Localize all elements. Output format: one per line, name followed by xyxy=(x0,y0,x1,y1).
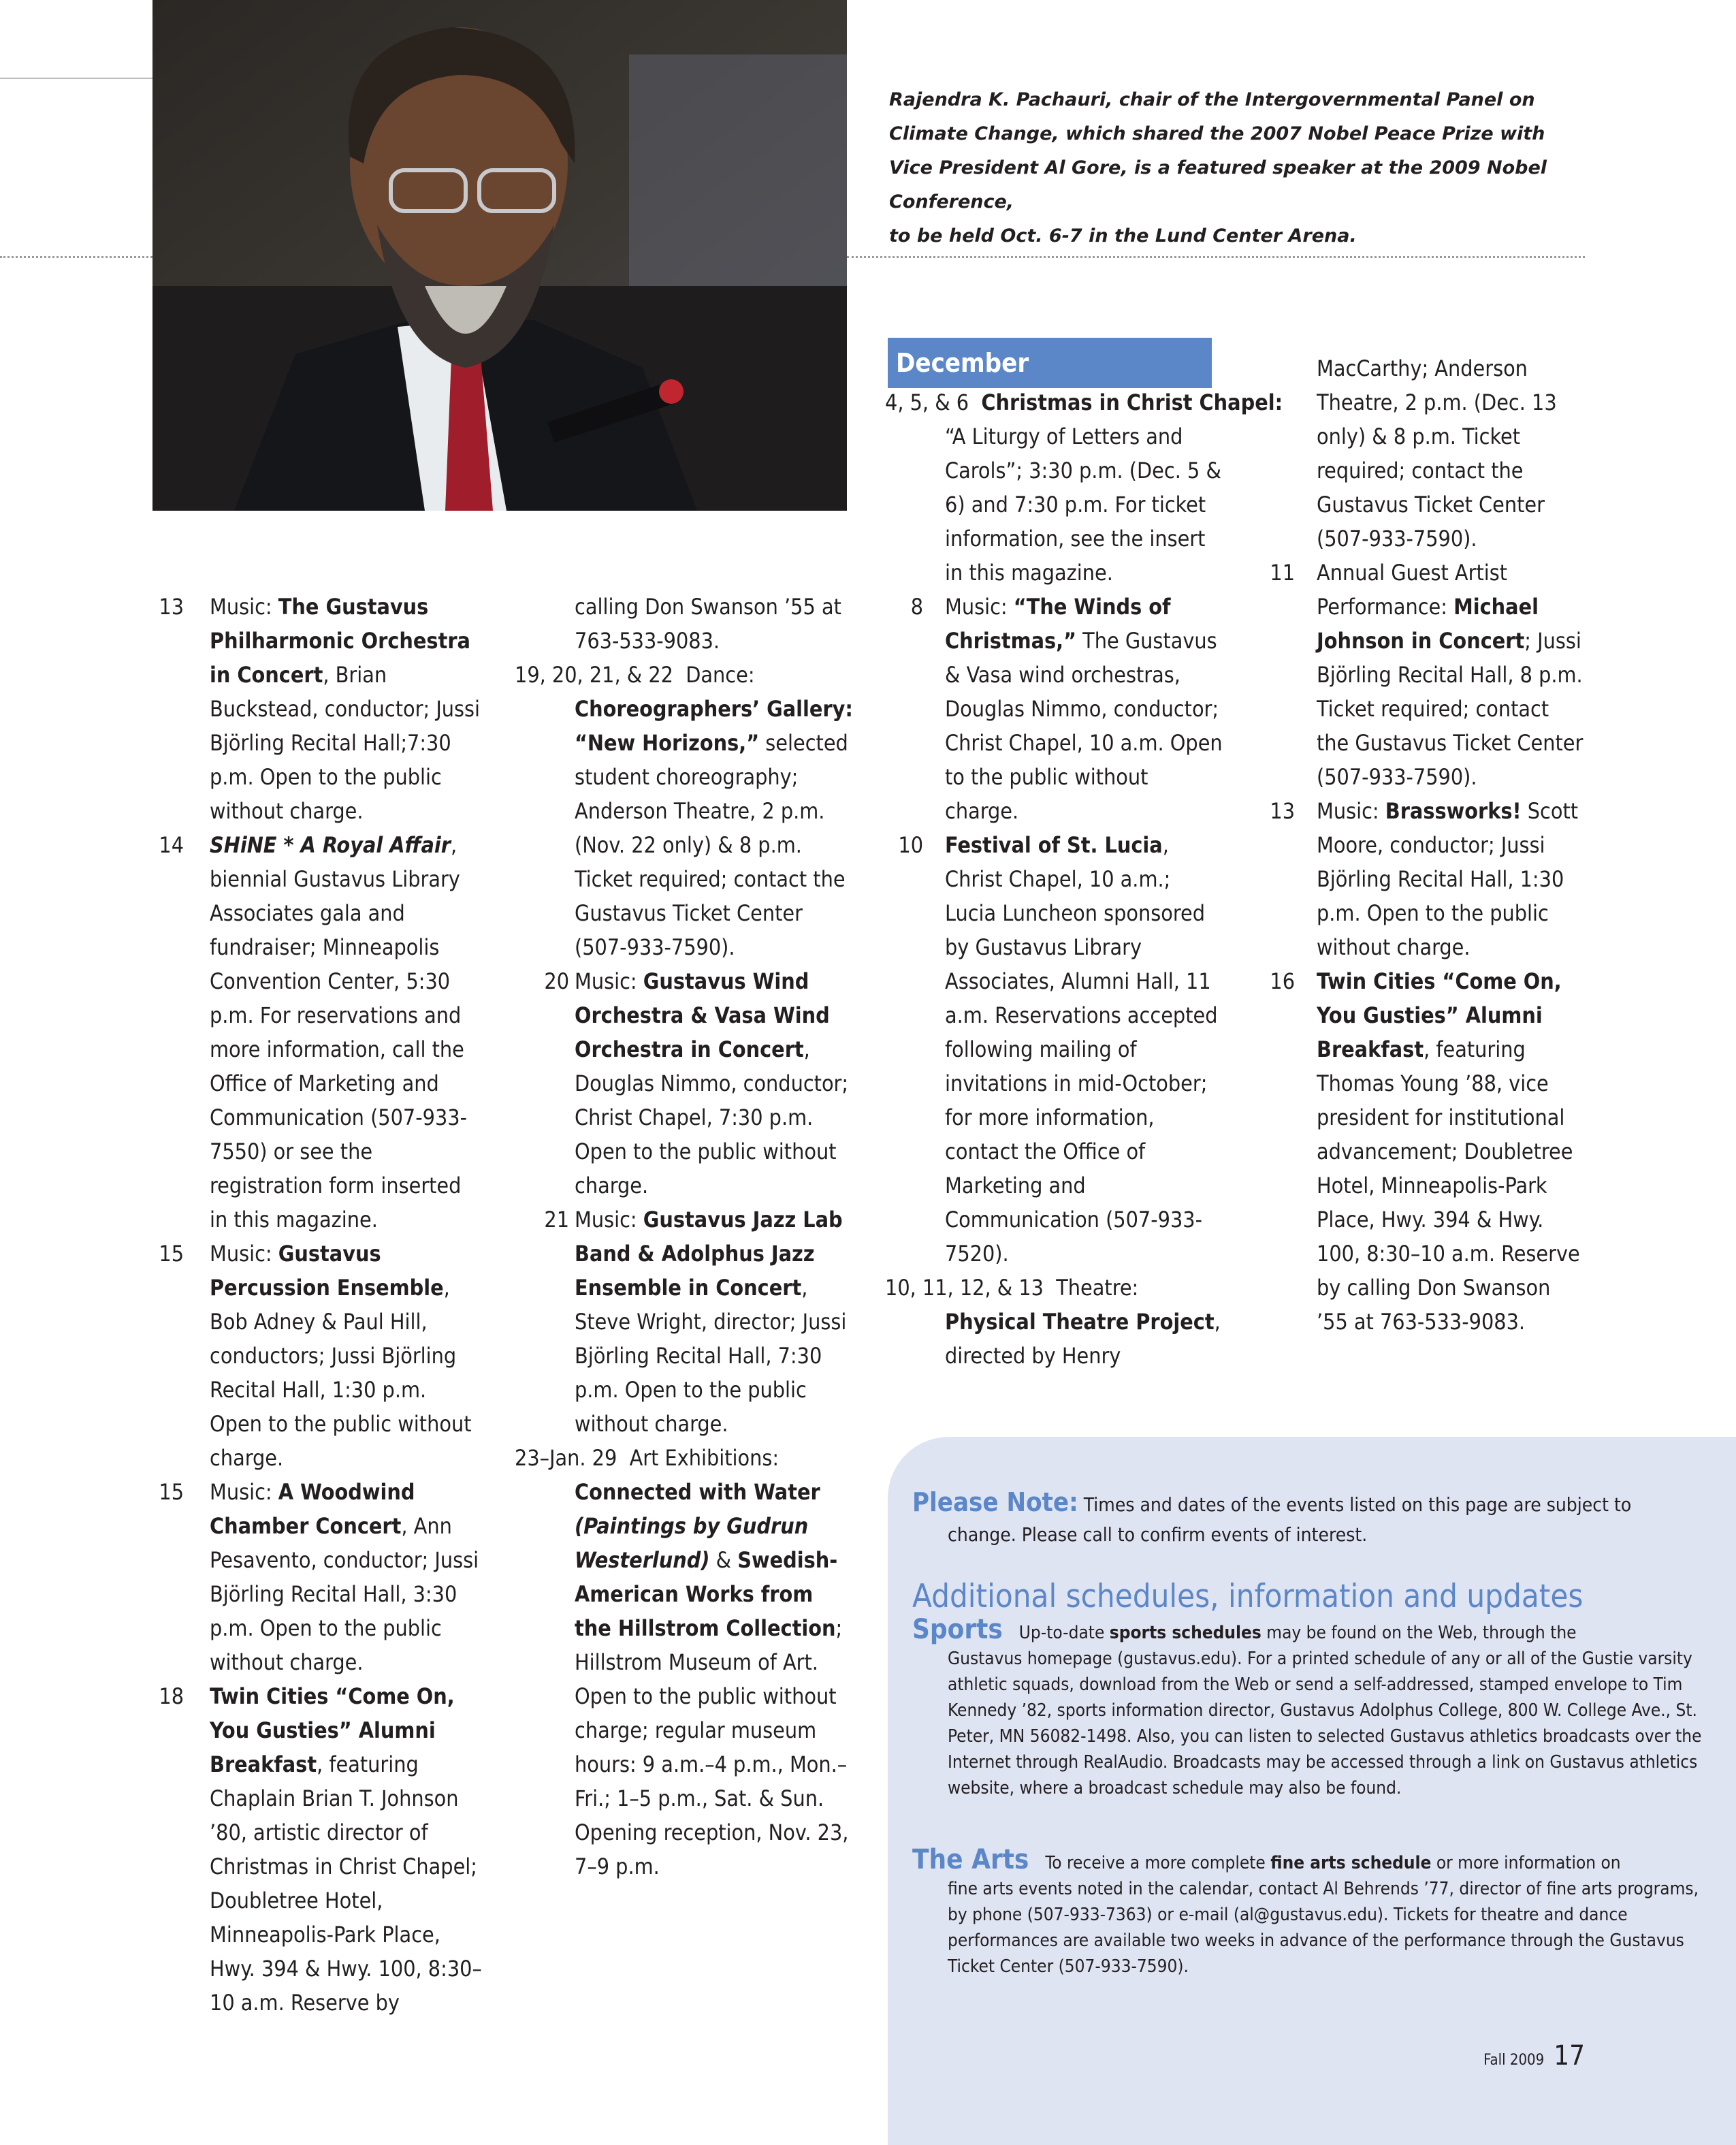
entry-date: 13 xyxy=(159,594,184,620)
calendar-column-1 xyxy=(157,590,483,2020)
entry-date: 19, 20, 21, & 22 xyxy=(515,662,673,688)
entry-date-line xyxy=(885,1271,1225,1305)
arts-line1-rest: or more information on xyxy=(1431,1853,1621,1873)
calendar-column-4 xyxy=(1257,351,1584,1339)
entry-text xyxy=(515,1203,855,1441)
entry-text xyxy=(157,1475,483,1679)
entry-text xyxy=(157,1237,483,1475)
entry-prefix: Music: xyxy=(575,968,643,994)
calendar-entry xyxy=(515,964,855,1203)
entry-title: Swedish-American Works from the Hillstrom Collection xyxy=(575,1547,838,1641)
sports-intro: Up-to-date xyxy=(1018,1623,1110,1643)
entry-category: Theatre: xyxy=(1056,1275,1139,1301)
entry-text xyxy=(515,692,855,964)
entry-date: 23–Jan. 29 xyxy=(515,1445,617,1471)
entry-title: Gustavus Percussion Ensemble xyxy=(210,1241,444,1301)
entry-details: , Ann Pesavento, conductor; Jussi Björling Recital Hall, 3:30 p.m. Open to the public without charge. xyxy=(210,1513,479,1675)
calendar-entry xyxy=(157,1679,483,2020)
entry-title: Gustavus Wind Orchestra & Vasa Wind Orchestra in Concert xyxy=(575,968,830,1062)
page-footer xyxy=(1483,2040,1585,2071)
entry-category: Dance: xyxy=(686,662,755,688)
entry-details: , biennial Gustavus Library Associates gala and fundraiser; Minneapolis Convention Center, 5:30 p.m. For reservations and more information, call the Office of Marketing and Communication (507-933-7550) or see the registration form inserted in this magazine. xyxy=(210,832,467,1233)
sports-text: Gustavus homepage (gustavus.edu). For a printed schedule of any or all of the Gustie varsity athletic squads, download from the Web or send a self-addressed, stamped envelope to Tim Kennedy ’82, sports information director, Gustavus Adolphus College, 800 W. College Ave., St. Peter, MN 56082-1498. Also, you can listen to selected Gustavus athletics broadcasts over the Internet through RealAudio. Broadcasts may be accessed through a link on Gustavus athletics website, where a broadcast schedule may also be found. xyxy=(948,1649,1702,1798)
entry-details: , Steve Wright, director; Jussi Björling Recital Hall, 7:30 p.m. Open to the public without charge. xyxy=(575,1275,847,1437)
dotted-rule-left xyxy=(0,256,152,258)
calendar-entry xyxy=(157,1475,483,1679)
entry-date: 8 xyxy=(910,594,923,620)
entry-conjunction: & xyxy=(709,1547,738,1573)
entry-date: 15 xyxy=(159,1479,184,1505)
entry-title: SHiNE * A Royal Affair xyxy=(210,832,451,858)
calendar-entry xyxy=(1257,964,1584,1339)
month-heading-december: December xyxy=(888,338,1212,388)
entry-text xyxy=(885,590,1225,828)
please-note-label: Please Note: xyxy=(912,1487,1078,1517)
calendar-entry xyxy=(515,1441,855,1884)
entry-details: , Douglas Nimmo, conductor; Christ Chapel, 7:30 p.m. Open to the public without charge. xyxy=(575,1036,849,1198)
fine-arts-schedule-bold: fine arts schedule xyxy=(1270,1853,1432,1873)
entry-date: 13 xyxy=(1270,798,1295,824)
calendar-entry xyxy=(1257,556,1584,794)
entry-prefix: Music: xyxy=(210,1241,278,1267)
entry-details: , directed by Henry xyxy=(945,1309,1221,1369)
entry-text xyxy=(157,590,483,828)
caption-line: to be held Oct. 6-7 in the Lund Center Arena. xyxy=(889,225,1357,247)
calendar-entry xyxy=(885,828,1225,1271)
entry-prefix: Annual Guest Artist Performance: xyxy=(1317,560,1507,620)
entry-date: 10 xyxy=(898,832,923,858)
calendar-entry xyxy=(885,1271,1225,1373)
entry-details: , Brian Buckstead, conductor; Jussi Björling Recital Hall;7:30 p.m. Open to the public without charge. xyxy=(210,662,481,824)
entry-category: Art Exhibitions: xyxy=(629,1445,779,1471)
calendar-entry xyxy=(157,828,483,1237)
arts-section xyxy=(912,1844,1702,1980)
entry-details: ; Hillstrom Museum of Art. Open to the public without charge; regular museum hours: 9 a.m.–4 p.m., Mon.–Fri.; 1–5 p.m., Sat. & Sun. Opening reception, Nov. 23, 7–9 p.m. xyxy=(575,1615,849,1879)
entry-date: 18 xyxy=(159,1683,184,1709)
entry-title: A Woodwind Chamber Concert xyxy=(210,1479,415,1539)
entry-continuation: MacCarthy; Anderson Theatre, 2 p.m. (Dec. 13 only) & 8 p.m. Ticket required; contact the Gustavus Ticket Center (507-933-7590). xyxy=(1317,355,1557,552)
entry-details: , featuring Chaplain Brian T. Johnson ’80, artistic director of Christmas in Christ Chapel; Doubletree Hotel, Minneapolis-Park Place, Hwy. 394 & Hwy. 100, 8:30–10 a.m. Reserve by xyxy=(210,1751,482,2016)
sports-section xyxy=(912,1614,1702,1801)
entry-text xyxy=(885,828,1225,1271)
entry-prefix: Music: xyxy=(210,1479,278,1505)
entry-text xyxy=(157,1679,483,2020)
calendar-entry xyxy=(515,1203,855,1441)
arts-label: The Arts xyxy=(912,1844,1029,1875)
entry-title: Gustavus Jazz Lab Band & Adolphus Jazz Ensemble in Concert xyxy=(575,1207,843,1301)
entry-text xyxy=(515,1475,855,1884)
entry-text xyxy=(157,828,483,1237)
entry-details: , Bob Adney & Paul Hill, conductors; Jussi Björling Recital Hall, 1:30 p.m. Open to the public without charge. xyxy=(210,1275,472,1471)
entry-title-italic: (Paintings by Gudrun Westerlund) xyxy=(575,1513,809,1573)
calendar-entry xyxy=(157,590,483,828)
entry-title: Choreographers’ Gallery: “New Horizons,” xyxy=(575,696,853,756)
entry-details: selected student choreography; Anderson Theatre, 2 p.m. (Nov. 22 only) & 8 p.m. Ticket required; contact the Gustavus Ticket Center (507-933-7590). xyxy=(575,730,848,960)
entry-prefix: Music: xyxy=(575,1207,643,1233)
caption-line: Rajendra K. Pachauri, chair of the Intergovernmental Panel on xyxy=(889,89,1535,110)
entry-continuation: calling Don Swanson ’55 at 763-533-9083. xyxy=(575,594,841,654)
top-rule xyxy=(0,78,152,79)
entry-text xyxy=(515,964,855,1203)
entry-title: Christmas in Christ Chapel: xyxy=(981,390,1283,415)
calendar-entry xyxy=(515,658,855,964)
sports-line1-rest: may be found on the Web, through the xyxy=(1261,1623,1577,1643)
entry-prefix: Music: xyxy=(210,594,278,620)
entry-details: , Christ Chapel, 10 a.m.; Lucia Luncheon sponsored by Gustavus Library Associates, Alumni Hall, 11 a.m. Reservations accepted following mailing of invitations in mid-October; for more information, contact the Office of Marketing and Communication (507-933-7520). xyxy=(945,832,1218,1267)
caption-line: Vice President Al Gore, is a featured speaker at the 2009 Nobel Conference, xyxy=(889,157,1547,212)
entry-date: 15 xyxy=(159,1241,184,1267)
entry-details: “A Liturgy of Letters and Carols”; 3:30 p.m. (Dec. 5 & 6) and 7:30 p.m. For ticket information, see the insert in this magazine. xyxy=(945,424,1221,586)
entry-title: Twin Cities “Come On, You Gusties” Alumni Breakfast xyxy=(210,1683,455,1777)
arts-intro: To receive a more complete xyxy=(1045,1853,1271,1873)
entry-date: 21 xyxy=(544,1207,569,1233)
please-note-text: Times and dates of the events listed on this page are subject to xyxy=(1078,1493,1632,1516)
entry-title: Michael Johnson in Concert xyxy=(1317,594,1539,654)
please-note-text-continued: change. Please call to confirm events of interest. xyxy=(948,1523,1368,1546)
entry-text xyxy=(1257,794,1584,964)
entry-date-line xyxy=(515,1441,855,1475)
speaker-photo xyxy=(152,0,847,511)
entry-date: 14 xyxy=(159,832,184,858)
calendar-entry xyxy=(1257,794,1584,964)
entry-title: Brassworks! xyxy=(1385,798,1522,824)
entry-date: 20 xyxy=(544,968,569,994)
entry-date-line xyxy=(515,658,855,692)
entry-title: Connected with Water xyxy=(575,1479,820,1505)
entry-title: Twin Cities “Come On, You Gusties” Alumni Breakfast xyxy=(1317,968,1562,1062)
entry-text xyxy=(885,1305,1225,1373)
entry-title: Festival of St. Lucia xyxy=(945,832,1163,858)
issue-label: Fall 2009 xyxy=(1483,2052,1545,2069)
entry-date: 16 xyxy=(1270,968,1295,994)
calendar-entry xyxy=(157,1237,483,1475)
entry-details: ; Jussi Björling Recital Hall, 8 p.m. Ticket required; contact the Gustavus Ticket Center (507-933-7590). xyxy=(1317,628,1584,790)
entry-text xyxy=(885,419,1225,590)
entry-text xyxy=(1257,964,1584,1339)
additional-schedules-heading: Additional schedules, information and updates xyxy=(912,1578,1584,1615)
entry-date: 10, 11, 12, & 13 xyxy=(885,1275,1044,1301)
entry-title: The Gustavus Philharmonic Orchestra in Concert xyxy=(210,594,470,688)
entry-text xyxy=(1257,556,1584,794)
photo-caption xyxy=(889,83,1584,253)
entry-date: 11 xyxy=(1270,560,1295,586)
calendar-column-2 xyxy=(515,590,855,1884)
entry-details: Scott Moore, conductor; Jussi Björling Recital Hall, 1:30 p.m. Open to the public without charge. xyxy=(1317,798,1579,960)
dotted-rule-right xyxy=(847,256,1585,258)
entry-title: “The Winds of Christmas,” xyxy=(945,594,1171,654)
calendar-entry xyxy=(1257,351,1584,556)
entry-date: 4, 5, & 6 xyxy=(885,390,969,415)
entry-title: Physical Theatre Project xyxy=(945,1309,1215,1335)
sports-schedules-bold: sports schedules xyxy=(1109,1623,1261,1643)
entry-date-line xyxy=(885,385,1283,419)
sports-label: Sports xyxy=(912,1614,1003,1645)
caption-line: Climate Change, which shared the 2007 Nobel Peace Prize with xyxy=(889,123,1545,144)
please-note xyxy=(912,1487,1695,1550)
entry-prefix: Music: xyxy=(1317,798,1385,824)
arts-text: fine arts events noted in the calendar, contact Al Behrends ’77, director of fine arts programs, by phone (507-933-7363) or e-mail (al@gustavus.edu). Tickets for theatre and dance performances are available two weeks in advance of the performance through the Gustavus Ticket Center (507-933-7590). xyxy=(948,1879,1699,1977)
entry-details: The Gustavus & Vasa wind orchestras, Douglas Nimmo, conductor; Christ Chapel, 10 a.m. Open to the public without charge. xyxy=(945,628,1223,824)
page-number: 17 xyxy=(1554,2040,1585,2071)
entry-prefix: Music: xyxy=(945,594,1014,620)
speaker-photo-illustration xyxy=(152,0,847,511)
entry-details: , featuring Thomas Young ’88, vice president for institutional advancement; Doubletree Hotel, Minneapolis-Park Place, Hwy. 394 & Hwy. 100, 8:30–10 a.m. Reserve by calling Don Swanson ’55 at 763-533-9083. xyxy=(1317,1036,1580,1335)
calendar-entry xyxy=(885,590,1225,828)
